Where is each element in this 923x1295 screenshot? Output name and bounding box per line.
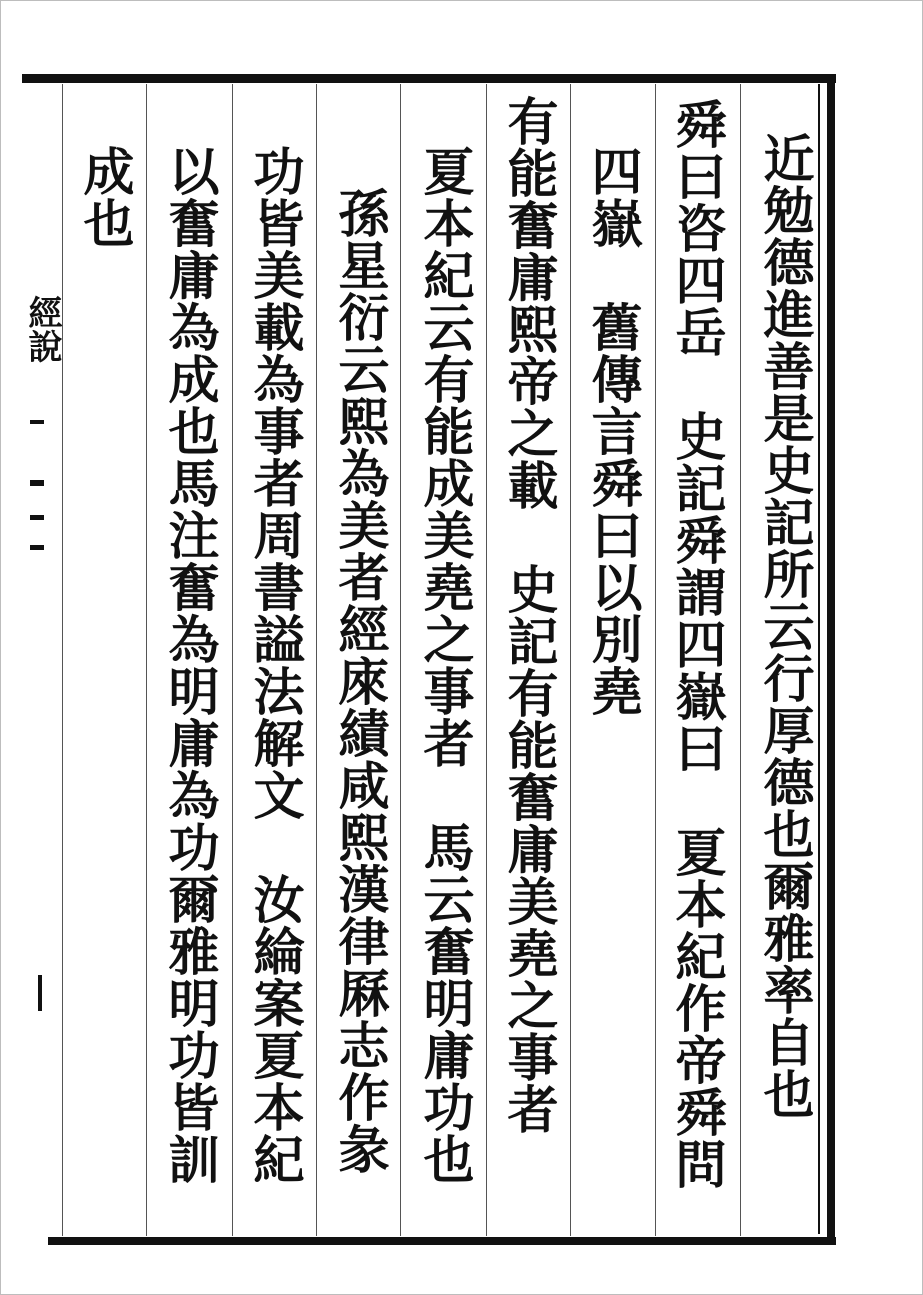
right-inner-rule [818, 84, 820, 1234]
text-column-4: 有能奮庸熙帝之載 史記有能奮庸美堯之事者 [498, 95, 558, 1135]
text-column-1: 近勉德進善是史記所云行厚德也爾雅率自也 [754, 132, 814, 1120]
margin-tick [30, 420, 44, 424]
column-divider [232, 84, 233, 1236]
margin-tick [30, 515, 44, 520]
text-column-5: 夏本紀云有能成美堯之事者 馬云奮明庸功也 [414, 145, 474, 1185]
text-column-3: 四嶽 舊傳言舜曰以別堯 [582, 145, 642, 717]
top-border-rule [22, 74, 836, 83]
column-divider [400, 84, 401, 1236]
column-divider [316, 84, 317, 1236]
margin-tick [30, 480, 44, 486]
text-column-9: 成也 [74, 145, 134, 249]
text-column-8: 以奮庸為成也馬注奮為明庸為功爾雅明功皆訓 [159, 145, 219, 1185]
margin-tick [38, 975, 42, 1011]
column-divider [486, 84, 487, 1236]
text-column-7: 功皆美載為事者周書謚法解文 汝綸案夏本紀 [244, 145, 304, 1185]
text-column-6: 孫星衍云熙為美者經庲績咸熙漢律厤志作彖 [329, 187, 389, 1175]
right-border-rule [827, 74, 835, 1245]
margin-tick [30, 545, 44, 550]
column-divider [62, 84, 63, 1236]
column-divider [740, 84, 741, 1236]
column-divider [655, 84, 656, 1236]
bottom-border-rule [48, 1237, 836, 1245]
margin-running-title: 經說 [22, 295, 62, 363]
text-column-2: 舜曰咨四岳 史記舜謂四嶽曰 夏本紀作帝舜問 [666, 98, 726, 1190]
column-divider [570, 84, 571, 1236]
column-divider [146, 84, 147, 1236]
